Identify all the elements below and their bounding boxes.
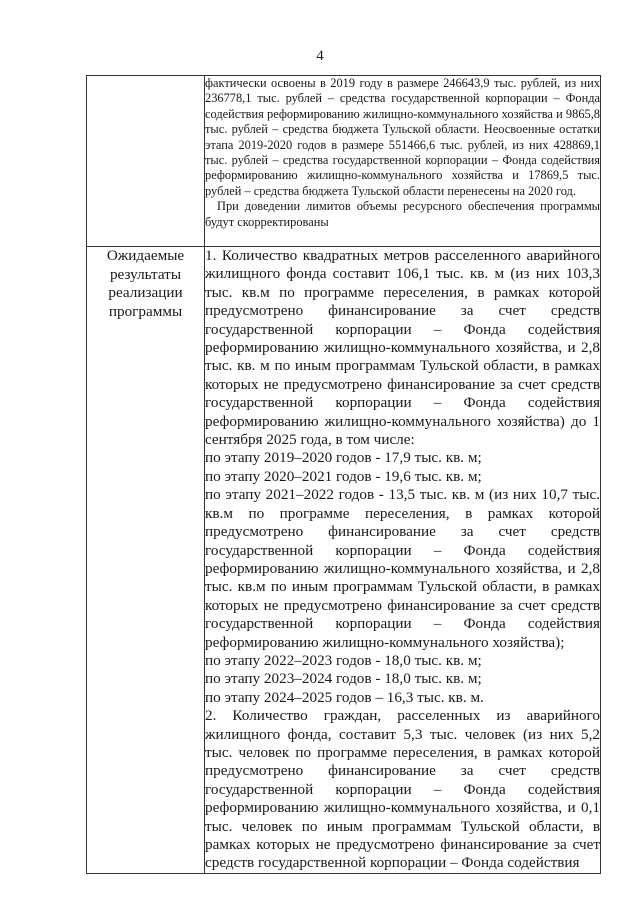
row-label-cell [87, 76, 205, 247]
result-paragraph: 1. Количество квадратных метров расселенного аварийного жилищного фонда составит 106,1 тыс. кв. м (из них 103,3 тыс. кв.м по программе переселения, в рамках которой предусмотрено финансирование за счет средств государственной корпорации – Фонда содействия реформированию жилищно-коммунального хозяйства, и 2,8 тыс. кв. м по иным программам Тульской области, в рамках которых не предусмотрено финансирование за счет средств государственной корпорации – Фонда содействия реформированию жилищно-коммунального хозяйства) до 1 сентября 2025 года, в том числе: [205, 247, 600, 449]
table-row [87, 247, 601, 874]
result-paragraph: по этапу 2023–2024 годов - 18,0 тыс. кв. м; [205, 670, 482, 688]
page-number: 4 [316, 48, 324, 64]
expected-results-label-cell [87, 247, 205, 874]
result-paragraph: по этапу 2020–2021 годов - 19,6 тыс. кв. м; [205, 467, 482, 485]
funding-note-cell [205, 76, 601, 247]
expected-results-cell [205, 247, 601, 874]
result-paragraph: по этапу 2022–2023 годов - 18,0 тыс. кв. м; [205, 651, 482, 669]
program-passport-table [86, 75, 601, 874]
result-paragraph: по этапу 2019–2020 годов - 17,9 тыс. кв. м; [205, 449, 482, 467]
result-paragraph: по этапу 2024–2025 годов – 16,3 тыс. кв. м. [205, 688, 484, 706]
expected-results-label: Ожидаемые результаты реализации программы [106, 247, 185, 320]
table-row [87, 76, 601, 247]
funding-paragraph: фактически освоены в 2019 году в размере 246643,9 тыс. рублей, из них 236778,1 тыс. рублей – средства государственной корпорации – Фонда содействия реформированию жилищно-коммунального хозяйства и 9865,8 тыс. рублей – средства бюджета Тульской области. Неосвоенные остатки этапа 2019-2020 годов в размере 551466,6 тыс. рублей, из них 428869,1 тыс. рублей – средства государственной корпорации – Фонда содействия реформированию жилищно-коммунального хозяйства и 17869,5 тыс. рублей – средства бюджета Тульской области перенесены на 2020 год. [205, 76, 600, 198]
funding-adjustment-paragraph: При доведении лимитов объемы ресурсного обеспечения программы будут скорректированы [205, 199, 600, 229]
result-paragraph: 2. Количество граждан, расселенных из аварийного жилищного фонда, составит 5,3 тыс. человек (из них 5,2 тыс. человек по программе переселения, в рамках которой предусмотрено финансирование за счет средств государственной корпорации – Фонда содействия реформированию жилищно-коммунального хозяйства, и 0,1 тыс. человек по иным программам Тульской области, в рамках которых не предусмотрено финансирование за счет средств государственной корпорации – Фонда содействия [205, 707, 600, 872]
result-paragraph: по этапу 2021–2022 годов - 13,5 тыс. кв. м (из них 10,7 тыс. кв.м по программе переселения, в рамках которой предусмотрено финансирование за счет средств государственной корпорации – Фонда содействия реформированию жилищно-коммунального хозяйства, и 2,8 тыс. кв.м по иным программам Тульской области, в рамках которых не предусмотрено финансирование за счет средств государственной корпорации – Фонда содействия реформированию жилищно-коммунального хозяйства); [205, 486, 600, 651]
